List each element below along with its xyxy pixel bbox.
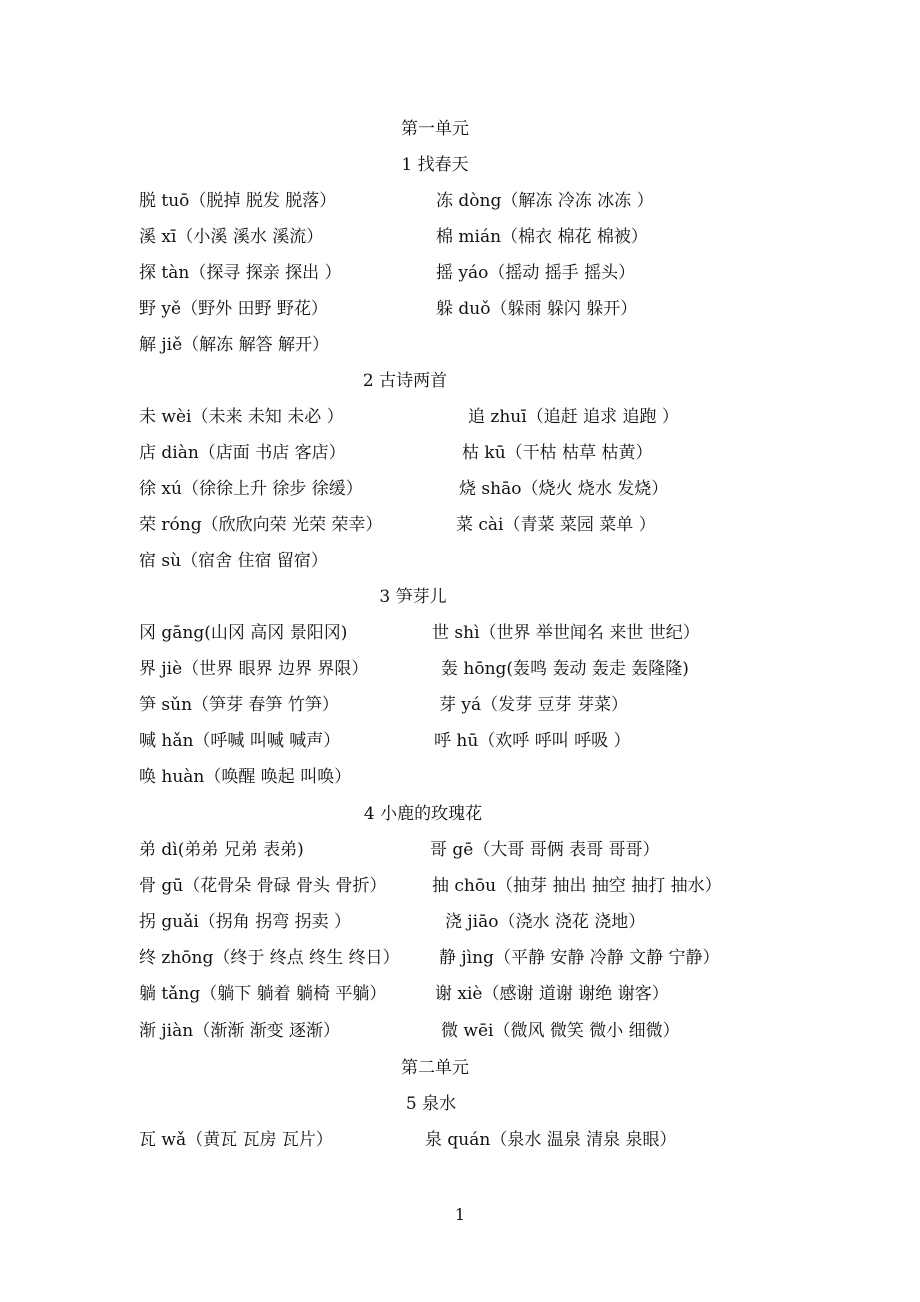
vocab-entry: 棉 mián（棉衣 棉花 棉被）: [436, 227, 648, 247]
vocab-entry: 摇 yáo（摇动 摇手 摇头）: [436, 263, 636, 283]
heading-text: 第二单元: [401, 1058, 469, 1078]
heading-text: 1 找春天: [401, 155, 469, 175]
section-heading: [0, 150, 920, 180]
vocab-row: [0, 871, 920, 901]
heading-text: 3 笋芽儿: [379, 587, 447, 607]
vocab-entry: 野 yě（野外 田野 野花）: [139, 299, 328, 319]
heading-text: 5 泉水: [405, 1094, 457, 1114]
vocab-entry: 微 wēi（微风 微笑 微小 细微）: [441, 1021, 680, 1041]
section-heading: [0, 114, 920, 144]
vocab-entry: 世 shì（世界 举世闻名 来世 世纪）: [432, 623, 700, 643]
vocab-entry: 解 jiě（解冻 解答 解开）: [139, 335, 329, 355]
vocab-entry: 渐 jiàn（渐渐 渐变 逐渐）: [139, 1021, 341, 1041]
section-heading: [0, 366, 920, 396]
vocab-row: [0, 474, 920, 504]
vocab-entry: 谢 xiè（感谢 道谢 谢绝 谢客）: [435, 984, 669, 1004]
vocab-row: [0, 294, 920, 324]
vocab-entry: 笋 sǔn（笋芽 春笋 竹笋）: [139, 695, 339, 715]
vocab-entry: 静 jìng（平静 安静 冷静 文静 宁静）: [439, 948, 720, 968]
vocab-row: [0, 546, 920, 576]
vocab-row: [0, 186, 920, 216]
vocab-entry: 终 zhōng（终于 终点 终生 终日）: [139, 948, 400, 968]
vocab-entry: 轰 hōng(轰鸣 轰动 轰走 轰隆隆): [441, 659, 689, 679]
vocab-entry: 躺 tǎng（躺下 躺着 躺椅 平躺）: [139, 984, 387, 1004]
vocab-entry: 弟 dì(弟弟 兄弟 表弟): [139, 840, 304, 860]
vocab-entry: 唤 huàn（唤醒 唤起 叫唤）: [139, 767, 352, 787]
vocab-entry: 脱 tuō（脱掉 脱发 脱落）: [139, 191, 337, 211]
vocab-row: [0, 907, 920, 937]
vocab-entry: 界 jiè（世界 眼界 边界 界限）: [139, 659, 369, 679]
vocab-row: [0, 618, 920, 648]
vocab-row: [0, 1125, 920, 1155]
section-heading: [0, 1089, 920, 1119]
vocab-row: [0, 979, 920, 1009]
vocab-entry: 浇 jiāo（浇水 浇花 浇地）: [445, 912, 646, 932]
vocab-entry: 躲 duǒ（躲雨 躲闪 躲开）: [436, 299, 638, 319]
vocab-entry: 瓦 wǎ（黄瓦 瓦房 瓦片）: [139, 1130, 333, 1150]
section-heading: [0, 582, 920, 612]
vocab-row: [0, 222, 920, 252]
vocab-entry: 呼 hū（欢呼 呼叫 呼吸 ）: [434, 731, 631, 751]
vocab-entry: 荣 róng（欣欣向荣 光荣 荣幸）: [139, 515, 383, 535]
vocab-entry: 骨 gū（花骨朵 骨碌 骨头 骨折）: [139, 876, 387, 896]
heading-text: 第一单元: [401, 119, 469, 139]
vocab-row: [0, 943, 920, 973]
vocab-entry: 枯 kū（干枯 枯草 枯黄）: [462, 443, 653, 463]
vocab-entry: 拐 guǎi（拐角 拐弯 拐卖 ）: [139, 912, 352, 932]
section-heading: [0, 1053, 920, 1083]
vocab-row: [0, 1016, 920, 1046]
vocab-entry: 芽 yá（发芽 豆芽 芽菜）: [439, 695, 628, 715]
heading-text: 4 小鹿的玫瑰花: [363, 804, 483, 824]
vocab-entry: 追 zhuī（追赶 追求 追跑 ）: [468, 407, 679, 427]
vocab-entry: 冈 gāng(山冈 高冈 景阳冈): [139, 623, 348, 643]
vocab-row: [0, 690, 920, 720]
vocab-entry: 哥 gē（大哥 哥俩 表哥 哥哥）: [430, 840, 660, 860]
page-number: 1: [454, 1205, 466, 1224]
vocab-row: [0, 258, 920, 288]
vocab-row: [0, 835, 920, 865]
vocab-row: [0, 402, 920, 432]
vocab-entry: 溪 xī（小溪 溪水 溪流）: [139, 227, 324, 247]
vocab-entry: 抽 chōu（抽芽 抽出 抽空 抽打 抽水）: [432, 876, 722, 896]
vocab-row: [0, 654, 920, 684]
vocab-entry: 未 wèi（未来 未知 未必 ）: [139, 407, 344, 427]
vocab-row: [0, 438, 920, 468]
vocab-entry: 泉 quán（泉水 温泉 清泉 泉眼）: [425, 1130, 677, 1150]
vocab-entry: 店 diàn（店面 书店 客店）: [139, 443, 346, 463]
vocab-entry: 徐 xú（徐徐上升 徐步 徐缓）: [139, 479, 363, 499]
vocab-entry: 探 tàn（探寻 探亲 探出 ）: [139, 263, 342, 283]
section-heading: [0, 799, 920, 829]
vocab-row: [0, 510, 920, 540]
vocab-entry: 菜 cài（青菜 菜园 菜单 ）: [456, 515, 656, 535]
vocab-row: [0, 726, 920, 756]
vocab-row: [0, 330, 920, 360]
vocab-entry: 宿 sù（宿舍 住宿 留宿）: [139, 551, 328, 571]
heading-text: 2 古诗两首: [362, 371, 448, 391]
vocab-entry: 烧 shāo（烧火 烧水 发烧）: [459, 479, 669, 499]
vocab-row: [0, 762, 920, 792]
vocab-entry: 喊 hǎn（呼喊 叫喊 喊声）: [139, 731, 341, 751]
vocab-entry: 冻 dòng（解冻 冷冻 冰冻 ）: [436, 191, 654, 211]
